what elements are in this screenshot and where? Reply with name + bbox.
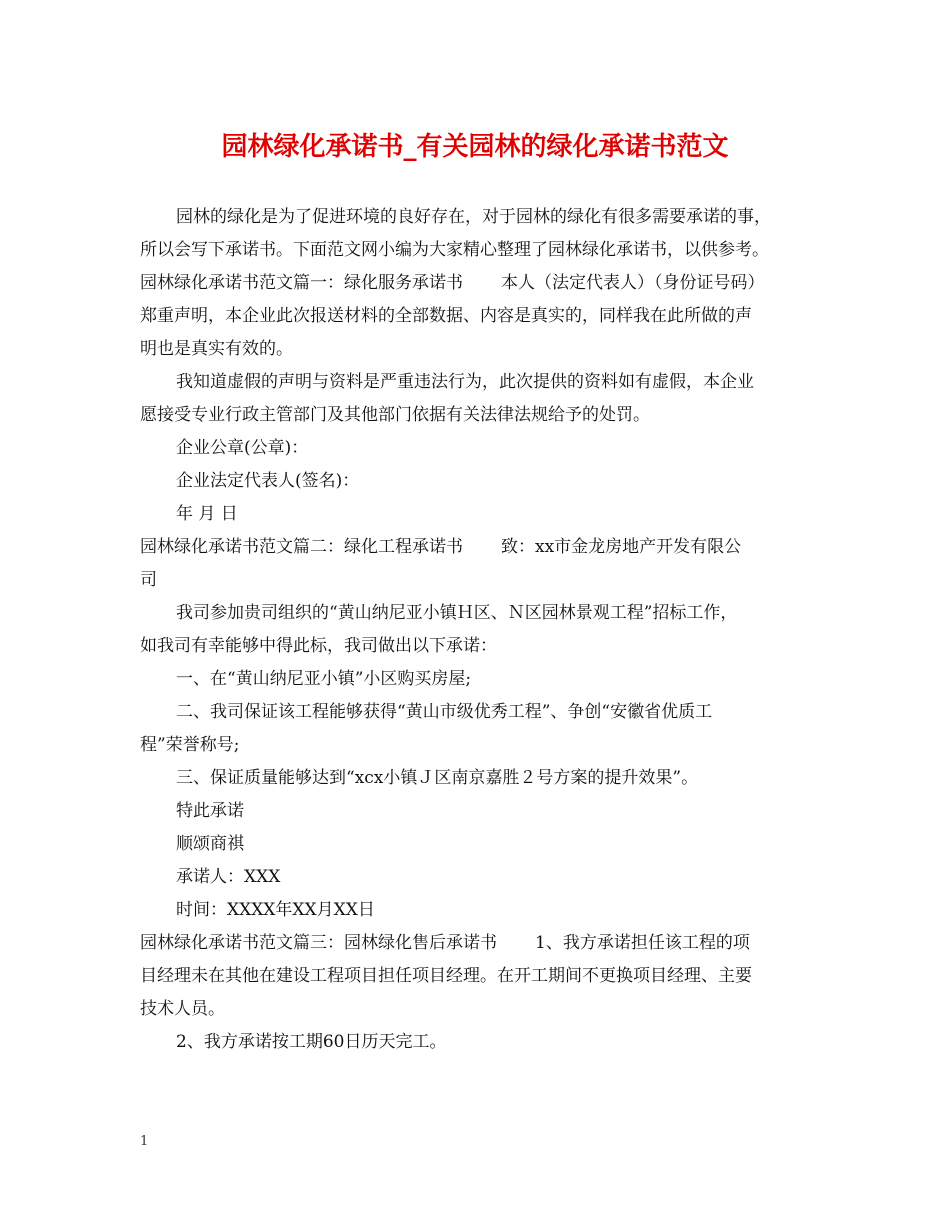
document-body: [140, 201, 830, 1059]
paragraph-line: 时间：XXXX年XX月XX日: [176, 900, 375, 920]
paragraph-line: 2、我方承诺按工期60日历天完工。: [176, 1032, 447, 1052]
page-number: 1: [140, 1134, 149, 1149]
document-title: 园林绿化承诺书_有关园林的绿化承诺书范文: [221, 132, 729, 162]
paragraph-line: 企业公章(公章)：: [176, 438, 309, 458]
paragraph-text: 致：xx市金龙房地产开发有限公: [501, 537, 742, 557]
paragraph-line: 三、保证质量能够达到“xcx小镇Ｊ区南京嘉胜２号方案的提升效果”。: [176, 768, 699, 788]
paragraph-line: 一、在“黄山纳尼亚小镇”小区购买房屋;: [176, 669, 472, 689]
paragraph-line: 我司参加贵司组织的“黄山纳尼亚小镇Ｈ区、Ｎ区园林景观工程”招标工作，: [176, 603, 738, 623]
paragraph-line: [140, 267, 830, 300]
paragraph-line: 企业法定代表人(签名)：: [176, 471, 360, 491]
paragraph-line: 司: [140, 570, 157, 590]
paragraph-line: 郑重声明，本企业此次报送材料的全部数据、内容是真实的，同样我在此所做的声: [140, 306, 752, 326]
section-heading: 园林绿化承诺书范文篇三：园林绿化售后承诺书: [140, 933, 497, 953]
paragraph-line: [140, 531, 830, 564]
paragraph-line: 园林的绿化是为了促进环境的良好存在，对于园林的绿化有很多需要承诺的事，: [176, 207, 771, 227]
paragraph-line: [140, 927, 830, 960]
paragraph-text: 本人（法定代表人）（身份证号码）: [501, 273, 765, 293]
paragraph-line: 承诺人：XXX: [176, 867, 281, 887]
paragraph-line: 顺颂商祺: [176, 834, 244, 854]
paragraph-line: 如我司有幸能够中得此标，我司做出以下承诺：: [140, 636, 497, 656]
section-heading: 园林绿化承诺书范文篇二：绿化工程承诺书: [140, 537, 463, 557]
paragraph-line: 年 月 日: [176, 504, 238, 524]
paragraph-line: 目经理未在其他在建设工程项目担任项目经理。在开工期间不更换项目经理、主要: [140, 966, 752, 986]
paragraph-line: 特此承诺: [176, 801, 244, 821]
paragraph-line: 技术人员。: [140, 999, 225, 1019]
paragraph-line: 二、我司保证该工程能够获得“黄山市级优秀工程”、争创“安徽省优质工: [176, 702, 713, 722]
paragraph-line: 程”荣誉称号;: [140, 735, 240, 755]
section-heading: 园林绿化承诺书范文篇一：绿化服务承诺书: [140, 273, 463, 293]
paragraph-line: 所以会写下承诺书。下面范文网小编为大家精心整理了园林绿化承诺书，以供参考。: [140, 240, 769, 260]
paragraph-text: 1、我方承诺担任该工程的项: [535, 933, 750, 953]
paragraph-line: 我知道虚假的声明与资料是严重违法行为，此次提供的资料如有虚假，本企业: [176, 372, 754, 392]
paragraph-line: 愿接受专业行政主管部门及其他部门依据有关法律法规给予的处罚。: [140, 405, 650, 425]
paragraph-line: 明也是真实有效的。: [140, 339, 293, 359]
